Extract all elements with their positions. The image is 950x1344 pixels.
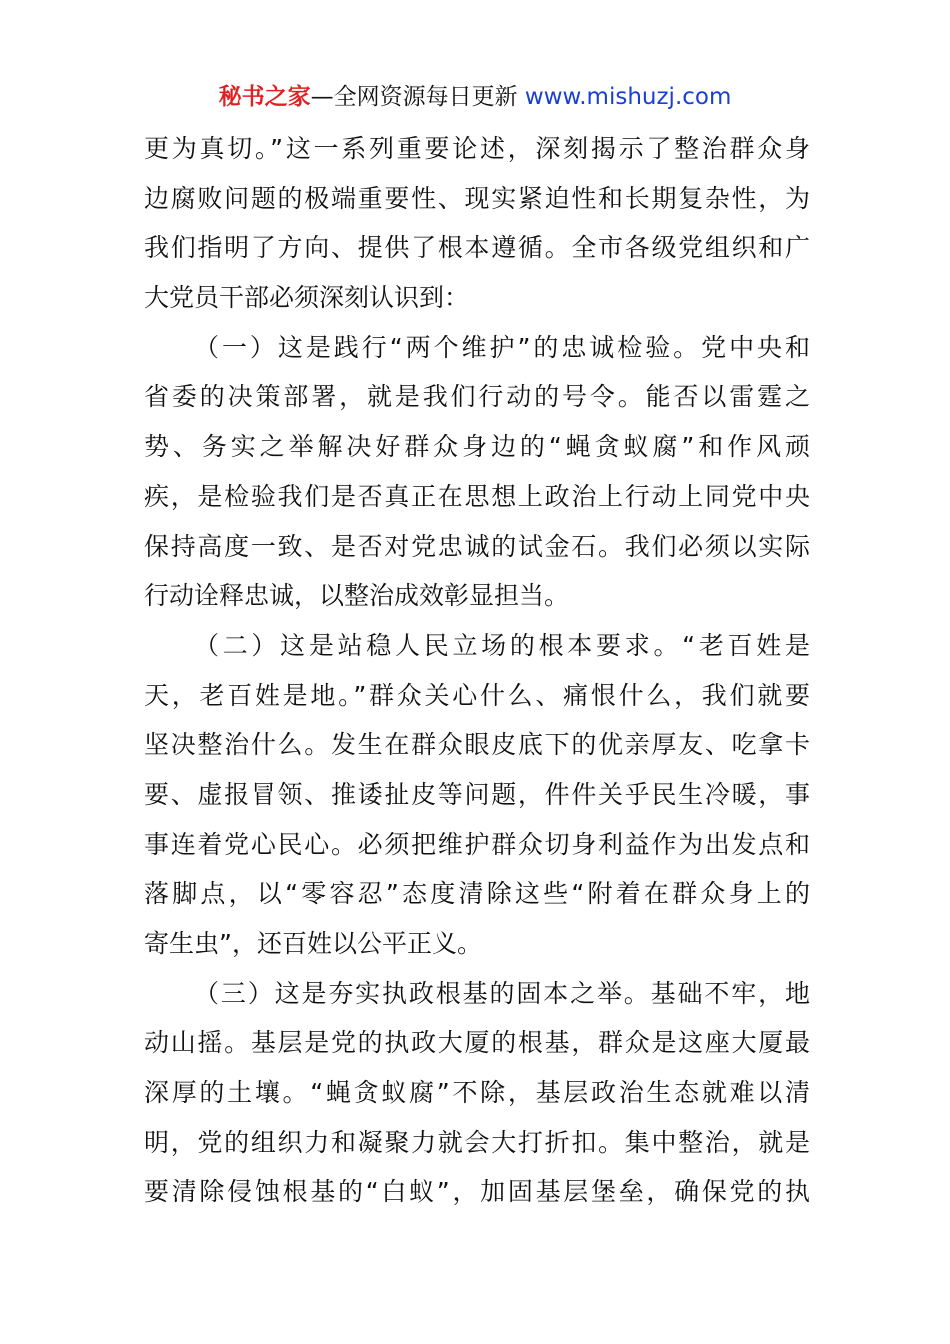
- text-line: 大党员干部必须深刻认识到：: [144, 283, 470, 313]
- text-line: 寄生虫”，还百姓以公平正义。: [144, 929, 482, 958]
- text-line: 事连着党心民心。必须把维护群众切身利益作为出发点和: [144, 829, 810, 859]
- brand-name: 秘书之家: [218, 84, 311, 110]
- site-url-link[interactable]: www.mishuzj.com: [524, 84, 732, 110]
- text-line: 疾，是检验我们是否真正在思想上政治上行动上同党中央: [144, 481, 810, 511]
- text-line: 势、务实之举解决好群众身边的“蝇贪蚁腐”和作风顽: [144, 432, 810, 462]
- text-line: 更为真切。”这一系列重要论述，深刻揭示了整治群众身: [144, 134, 810, 163]
- paragraph-heading-3: （三）这是夯实执政根基的固本之举。基础不牢，地: [194, 978, 810, 1008]
- paragraph-heading-1: （一）这是践行“两个维护”的忠诚检验。党中央和: [194, 332, 810, 362]
- text-line: 坚决整治什么。发生在群众眼皮底下的优亲厚友、吃拿卡: [144, 730, 810, 760]
- document-body: [144, 124, 810, 1217]
- text-line: 天，老百姓是地。”群众关心什么、痛恨什么，我们就要: [144, 680, 810, 710]
- text-line: 要、虚报冒领、推诿扯皮等问题，件件关乎民生冷暖，事: [144, 779, 810, 809]
- text-line: 落脚点，以“零容忍”态度清除这些“附着在群众身上的: [144, 879, 810, 909]
- text-line: 我们指明了方向、提供了根本遵循。全市各级党组织和广: [144, 233, 810, 263]
- text-line: 深厚的土壤。“蝇贪蚁腐”不除，基层政治生态就难以清: [144, 1078, 810, 1108]
- text-line: 省委的决策部署，就是我们行动的号令。能否以雷霆之: [144, 382, 810, 412]
- page-header: [0, 80, 950, 114]
- text-line: 保持高度一致、是否对党忠诚的试金石。我们必须以实际: [144, 531, 810, 561]
- text-line: 边腐败问题的极端重要性、现实紧迫性和长期复杂性，为: [144, 183, 810, 213]
- text-line: 明，党的组织力和凝聚力就会大打折扣。集中整治，就是: [144, 1127, 810, 1157]
- paragraph-heading-2: （二）这是站稳人民立场的根本要求。“老百姓是: [194, 630, 810, 660]
- text-line: 动山摇。基层是党的执政大厦的根基，群众是这座大厦最: [144, 1028, 810, 1058]
- header-tagline: —全网资源每日更新: [310, 84, 518, 110]
- text-line: 行动诠释忠诚，以整治成效彰显担当。: [144, 581, 570, 611]
- text-line: 要清除侵蚀根基的“白蚁”，加固基层堡垒，确保党的执: [144, 1177, 810, 1207]
